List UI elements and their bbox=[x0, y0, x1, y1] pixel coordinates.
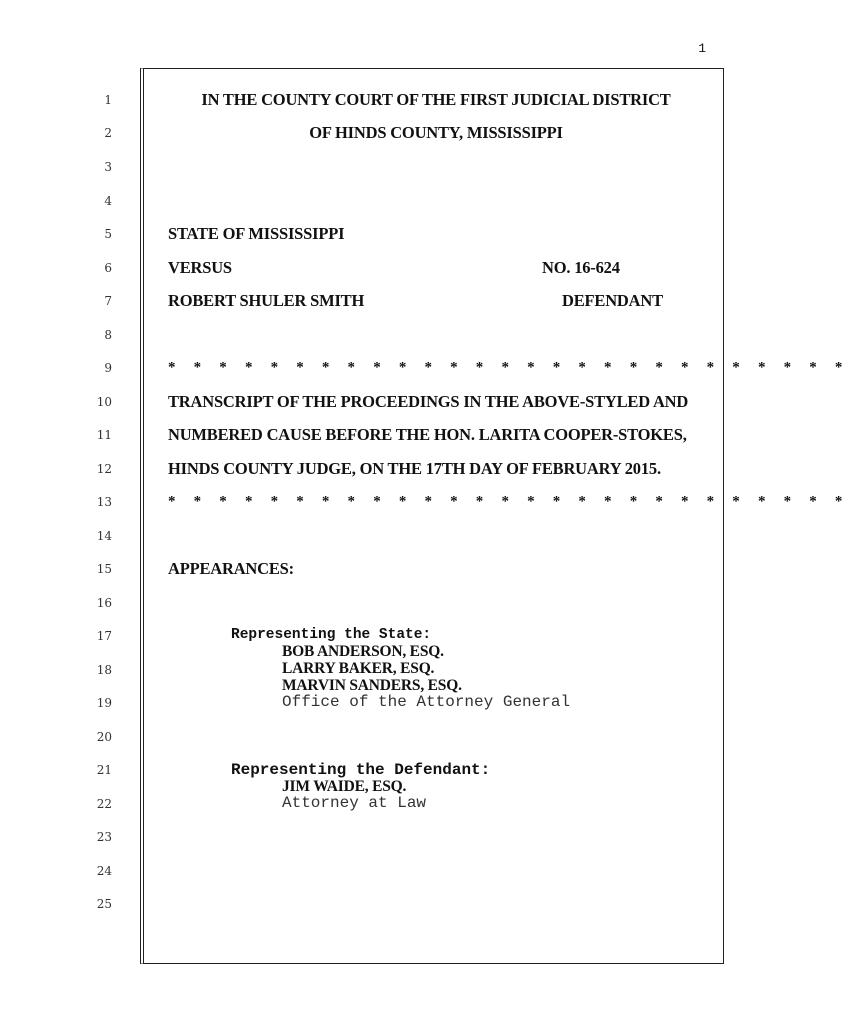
line-number-gutter bbox=[0, 0, 120, 1024]
court-heading-line-1: IN THE COUNTY COURT OF THE FIRST JUDICIAL DISTRICT bbox=[201, 90, 671, 109]
page-number: 1 bbox=[698, 41, 706, 56]
line-number: 13 bbox=[96, 495, 112, 509]
line-number: 20 bbox=[96, 730, 112, 744]
defendant-name: ROBERT SHULER SMITH bbox=[168, 291, 365, 310]
line-number: 7 bbox=[104, 294, 112, 308]
line-number: 18 bbox=[96, 663, 112, 677]
line-number: 5 bbox=[104, 227, 112, 241]
line-number: 16 bbox=[96, 596, 112, 610]
line-number: 8 bbox=[104, 328, 112, 342]
line-number: 22 bbox=[96, 797, 112, 811]
defendant-label: DEFENDANT bbox=[562, 291, 663, 310]
asterisk-divider-top: * * * * * * * * * * * * * * * * * * * * * * * * * * * bbox=[168, 359, 850, 376]
line-number: 4 bbox=[104, 194, 112, 208]
line-number: 24 bbox=[96, 864, 112, 878]
state-attorney: MARVIN SANDERS, ESQ. bbox=[282, 677, 462, 694]
state-attorney: BOB ANDERSON, ESQ. bbox=[282, 643, 444, 660]
line-number: 21 bbox=[96, 763, 112, 777]
defendant-representation-label: Representing the Defendant: bbox=[231, 761, 491, 779]
line-number: 12 bbox=[96, 462, 112, 476]
plaintiff-name: STATE OF MISSISSIPPI bbox=[168, 224, 345, 243]
appearances-heading: APPEARANCES: bbox=[168, 559, 294, 578]
line-number: 10 bbox=[96, 395, 112, 409]
versus-label: VERSUS bbox=[168, 258, 232, 277]
line-number: 9 bbox=[104, 361, 112, 375]
state-attorney: LARRY BAKER, ESQ. bbox=[282, 660, 435, 677]
state-representation-label: Representing the State: bbox=[231, 627, 432, 643]
line-number: 15 bbox=[96, 562, 112, 576]
transcript-description-line-2: NUMBERED CAUSE BEFORE THE HON. LARITA COOPER-STOKES, bbox=[168, 425, 687, 444]
line-number: 1 bbox=[104, 93, 112, 107]
line-number: 11 bbox=[96, 428, 112, 442]
case-number: NO. 16-624 bbox=[542, 258, 620, 277]
line-number: 3 bbox=[104, 160, 112, 174]
transcript-frame bbox=[140, 68, 724, 964]
line-number: 25 bbox=[96, 897, 112, 911]
line-number: 14 bbox=[96, 529, 112, 543]
line-number: 2 bbox=[104, 126, 112, 140]
line-number: 19 bbox=[96, 696, 112, 710]
court-heading-line-2: OF HINDS COUNTY, MISSISSIPPI bbox=[309, 123, 563, 142]
line-number: 17 bbox=[96, 629, 112, 643]
transcript-description-line-3: HINDS COUNTY JUDGE, ON THE 17TH DAY OF FEBRUARY 2015. bbox=[168, 459, 661, 478]
transcript-description-line-1: TRANSCRIPT OF THE PROCEEDINGS IN THE ABOVE-STYLED AND bbox=[168, 392, 689, 411]
defendant-attorney: JIM WAIDE, ESQ. bbox=[282, 778, 407, 795]
defendant-office: Attorney at Law bbox=[282, 794, 427, 812]
state-office: Office of the Attorney General bbox=[282, 693, 571, 711]
line-number: 6 bbox=[104, 261, 112, 275]
line-number: 23 bbox=[96, 830, 112, 844]
asterisk-divider-bottom: * * * * * * * * * * * * * * * * * * * * * * * * * * * bbox=[168, 493, 850, 510]
